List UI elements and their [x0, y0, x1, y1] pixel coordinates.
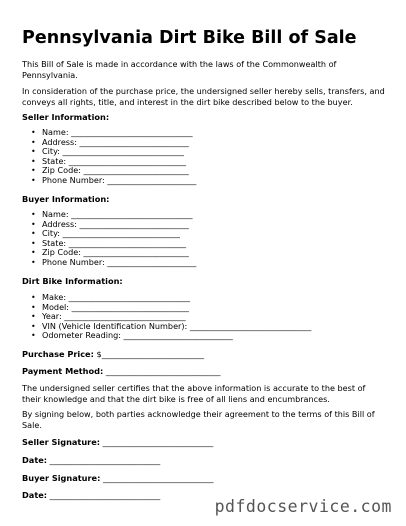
buyer-state-field: • State: _____________________________ [31, 239, 196, 249]
seller-date-label: Date: [22, 455, 48, 465]
seller-heading: Seller Information: [22, 112, 110, 122]
buyer-signature-label: Buyer Signature: [22, 473, 101, 483]
watermark: pdfdocservice.com [214, 497, 392, 516]
seller-phone-field: • Phone Number: ______________________ [31, 176, 196, 186]
bike-make-field: • Make: ______________________________ [31, 293, 311, 303]
bike-year-field: • Year: ______________________________ [31, 312, 311, 322]
seller-city-field: • City: ______________________________ [31, 147, 196, 157]
agreement-paragraph: By signing below, both parties acknowledge their agreement to the terms of this Bill of Sale. [22, 409, 375, 430]
seller-zip-field: • Zip Code: __________________________ [31, 166, 196, 176]
seller-address-field: • Address: ___________________________ [31, 138, 196, 148]
buyer-zip-field: • Zip Code: __________________________ [31, 248, 196, 258]
bike-odometer-field: • Odometer Reading: ___________________________ [31, 331, 311, 341]
purchase-price-line [22, 349, 204, 359]
buyer-heading: Buyer Information: [22, 194, 110, 204]
intro-paragraph-2: In consideration of the purchase price, the undersigned seller hereby sells, transfers, and conveys all rights, title, and interest in the dirt bike described below to the buyer. [22, 86, 385, 107]
seller-signature-line [22, 437, 213, 447]
seller-signature-label: Seller Signature: [22, 437, 101, 447]
certify-paragraph: The undersigned seller certifies that the above information is accurate to the best of their knowledge and that the dirt bike is free of all liens and encumbrances. [22, 383, 366, 404]
seller-date-blank: ___________________________ [47, 455, 161, 465]
buyer-phone-field: • Phone Number: ______________________ [31, 258, 196, 268]
seller-name-field: • Name: ______________________________ [31, 128, 196, 138]
buyer-date-label: Date: [22, 490, 48, 500]
seller-signature-blank: ___________________________ [100, 437, 214, 447]
buyer-fields [31, 210, 196, 267]
bike-heading: Dirt Bike Information: [22, 276, 123, 286]
bike-model-field: • Model: _____________________________ [31, 303, 311, 313]
buyer-date-line [22, 490, 160, 500]
buyer-signature-line [22, 473, 214, 483]
buyer-date-blank: ___________________________ [47, 490, 161, 500]
buyer-address-field: • Address: ___________________________ [31, 220, 196, 230]
payment-method-line [22, 366, 221, 376]
payment-method-blank: ____________________________ [103, 366, 221, 376]
buyer-name-field: • Name: ______________________________ [31, 210, 196, 220]
seller-fields [31, 128, 196, 185]
seller-state-field: • State: _____________________________ [31, 157, 196, 167]
buyer-city-field: • City: _____________________________ [31, 229, 196, 239]
document-title: Pennsylvania Dirt Bike Bill of Sale [22, 28, 357, 48]
bike-vin-field: • VIN (Vehicle Identification Number): ______________________________ [31, 322, 311, 332]
payment-method-label: Payment Method: [22, 366, 104, 376]
bike-fields [31, 293, 311, 341]
purchase-price-blank: $_________________________ [93, 349, 205, 359]
seller-date-line [22, 455, 160, 465]
intro-paragraph-1: This Bill of Sale is made in accordance with the laws of the Commonwealth of Pennsylvania. [22, 59, 337, 80]
purchase-price-label: Purchase Price: [22, 349, 94, 359]
buyer-signature-blank: ___________________________ [100, 473, 214, 483]
